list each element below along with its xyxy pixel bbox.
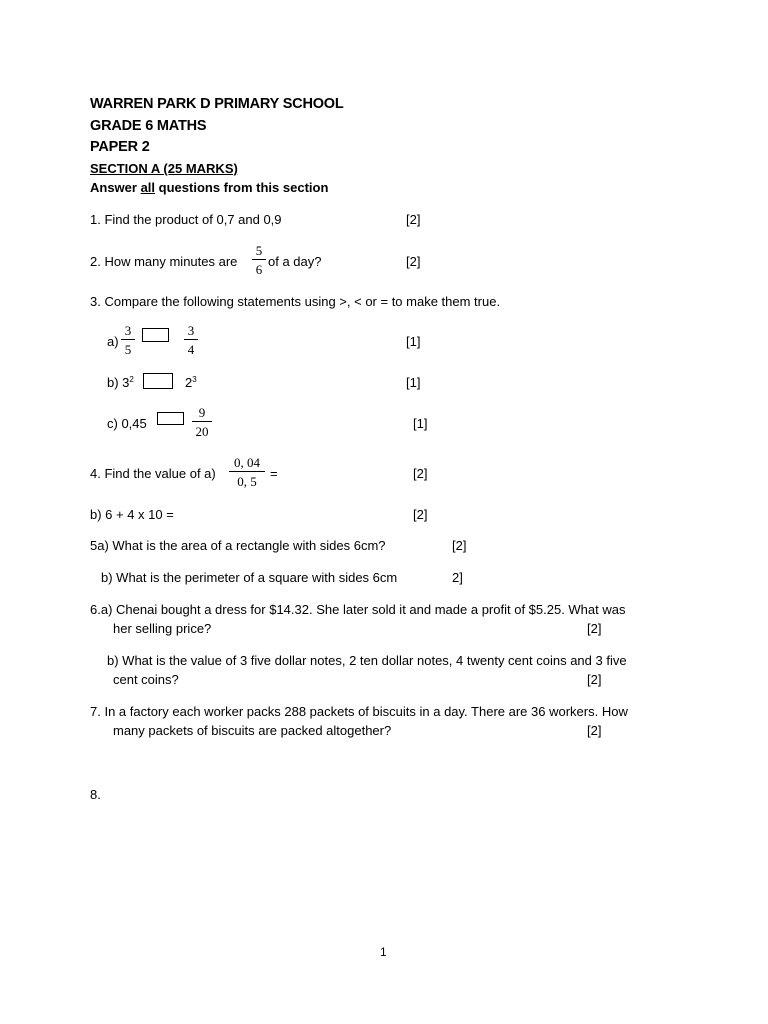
q3b-answer-box[interactable]: [143, 373, 173, 389]
q3c-label: c) 0,45: [107, 416, 147, 431]
q3-text: 3. Compare the following statements using >, < or = to make them true.: [90, 294, 501, 309]
q6a-marks: [2]: [587, 621, 602, 636]
q3a-marks: [1]: [406, 334, 421, 349]
fraction-bar: [252, 259, 266, 260]
q3a-right-fraction: [184, 323, 198, 357]
q2-numerator: 5: [255, 243, 263, 258]
q6a-line1: 6.a) Chenai bought a dress for $14.32. She later sold it and made a profit of $5.25. What was: [90, 602, 626, 617]
fraction-bar: [192, 421, 212, 422]
q3b-right-base: 2: [185, 375, 193, 390]
q3b-label: b) 3: [107, 375, 130, 390]
q3c-answer-box[interactable]: [157, 412, 184, 425]
q3a-left-fraction: [121, 323, 135, 357]
q2-pre: 2. How many minutes are: [90, 254, 238, 269]
instruction: [90, 180, 328, 195]
q3b-marks: [1]: [406, 375, 421, 390]
q3a-left-numerator: 3: [124, 323, 132, 338]
fraction-bar: [121, 339, 135, 340]
q6b-line2: cent coins?: [113, 672, 179, 687]
q3a-right-numerator: 3: [187, 323, 195, 338]
q2-fraction: [252, 243, 266, 277]
instruction-post: questions from this section: [155, 180, 329, 195]
q2-post: of a day?: [268, 254, 322, 269]
q8-label: 8.: [90, 787, 101, 802]
school-name: WARREN PARK D PRIMARY SCHOOL: [90, 96, 344, 112]
q6b-line1: b) What is the value of 3 five dollar notes, 2 ten dollar notes, 4 twenty cent coins and 3 five: [107, 653, 627, 668]
q5a-marks: [2]: [452, 538, 467, 553]
paper-title: PAPER 2: [90, 139, 150, 155]
q7-line2: many packets of biscuits are packed altogether?: [113, 723, 392, 738]
fraction-bar: [184, 339, 198, 340]
section-title: SECTION A (25 MARKS): [90, 161, 238, 176]
q3c-right-numerator: 9: [198, 405, 206, 420]
q7-marks: [2]: [587, 723, 602, 738]
q5b-text: b) What is the perimeter of a square with sides 6cm: [101, 570, 398, 585]
q4-marks: [2]: [413, 466, 428, 481]
q4b-marks: [2]: [413, 507, 428, 522]
q1-text: 1. Find the product of 0,7 and 0,9: [90, 212, 282, 227]
q3a-right-denominator: 4: [187, 342, 195, 357]
grade-title: GRADE 6 MATHS: [90, 118, 207, 134]
q3c-marks: [1]: [413, 416, 428, 431]
q5a-text: 5a) What is the area of a rectangle with sides 6cm?: [90, 538, 386, 553]
q4b-text: b) 6 + 4 x 10 =: [90, 507, 174, 522]
q2-denominator: 6: [255, 262, 263, 277]
q3a-left-denominator: 5: [124, 342, 132, 357]
page-number: 1: [380, 945, 387, 959]
instruction-emph: all: [140, 180, 156, 195]
q4-post: =: [270, 466, 278, 481]
q4-denominator: 0, 5: [237, 474, 257, 489]
q3a-answer-box[interactable]: [142, 328, 169, 342]
q3a-label: a): [107, 334, 119, 349]
q4-pre: 4. Find the value of a): [90, 466, 216, 481]
q4-numerator: 0, 04: [234, 455, 260, 470]
q6b-marks: [2]: [587, 672, 602, 687]
q3b-left-exponent: 2: [129, 375, 134, 384]
q3c-right-denominator: 20: [195, 424, 209, 439]
q3c-right-fraction: [192, 405, 212, 439]
q6a-line2: her selling price?: [113, 621, 212, 636]
fraction-bar: [229, 471, 265, 472]
q5b-marks: 2]: [452, 570, 463, 585]
q1-marks: [2]: [406, 212, 421, 227]
q3b-left: [107, 375, 134, 390]
q2-marks: [2]: [406, 254, 421, 269]
q4-fraction: [229, 455, 265, 489]
q7-line1: 7. In a factory each worker packs 288 packets of biscuits in a day. There are 36 workers. How: [90, 704, 628, 719]
q3b-right-exponent: 3: [192, 375, 197, 384]
instruction-pre: Answer: [90, 180, 141, 195]
q3b-right: [185, 375, 197, 390]
